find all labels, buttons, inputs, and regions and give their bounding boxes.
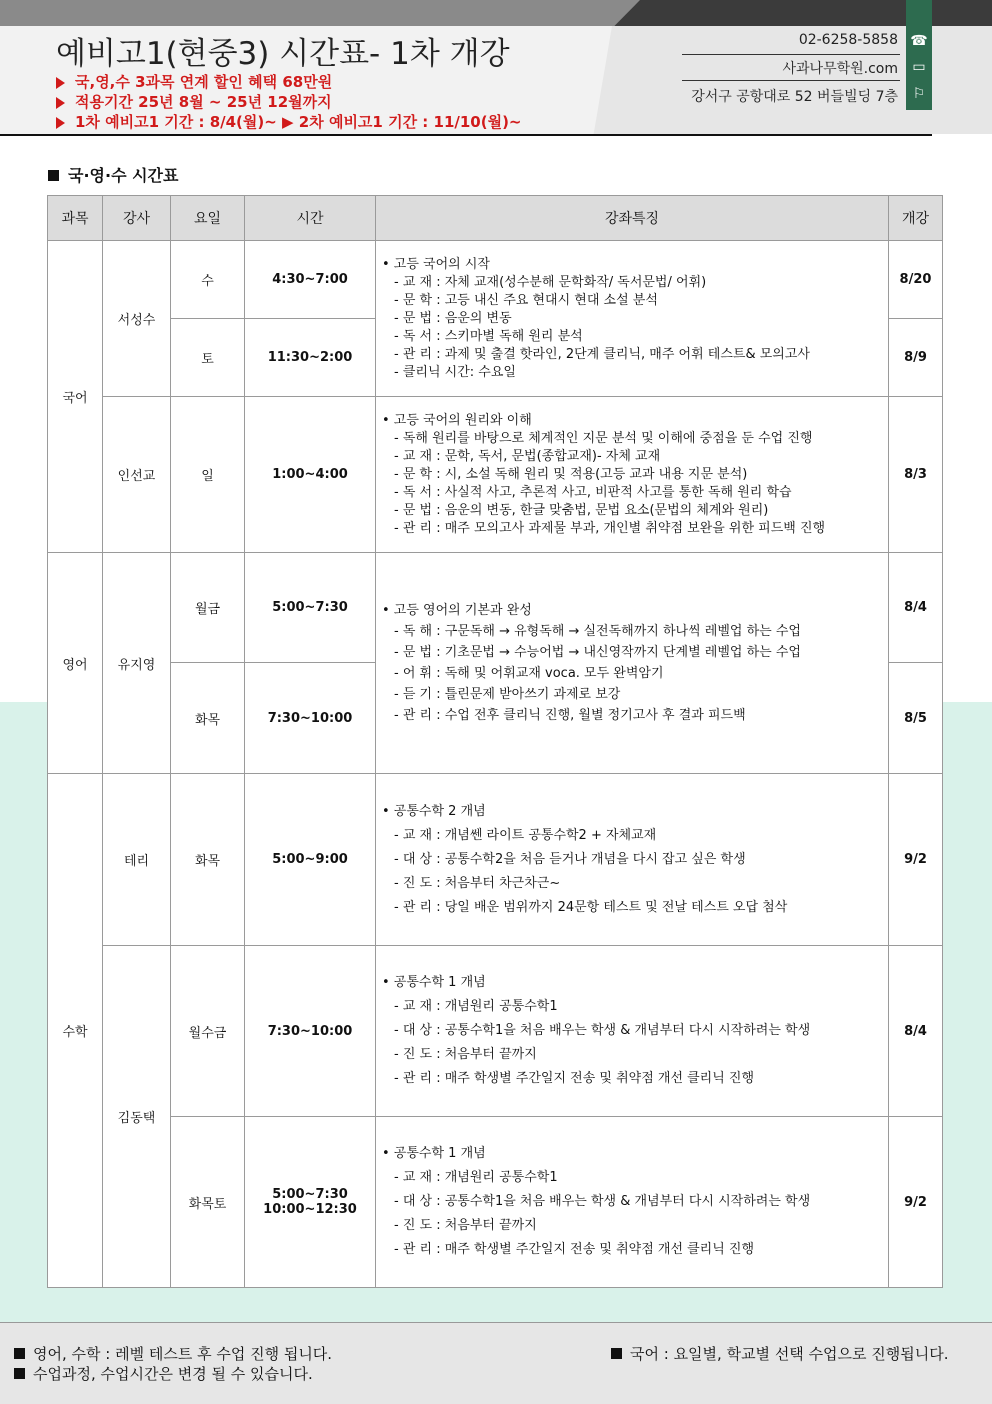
feature-cell: [376, 946, 889, 1117]
feature-line: - 진 도 : 처음부터 차근차근~: [394, 875, 561, 891]
feature-line: - 관 리 : 당일 배운 범위까지 24문항 테스트 및 전날 테스트 오답 첨삭: [394, 899, 788, 915]
feature-cell: [376, 397, 889, 553]
promo-bullet: 국,영,수 3과목 연계 할인 혜택 68만원: [56, 71, 332, 92]
header-day: 요일: [171, 196, 245, 241]
feature-line: - 독 서 : 스키마별 독해 원리 분석: [394, 328, 583, 344]
teacher-cell: 유지영: [103, 553, 171, 774]
header-subject: 과목: [48, 196, 103, 241]
feature-line: - 문 학 : 시, 소설 독해 원리 및 적용(고등 교과 내용 지문 분석): [394, 466, 748, 482]
feature-cell: [376, 241, 889, 397]
feature-line: - 클리닉 시간: 수요일: [394, 364, 516, 380]
subject-cell: 국어: [48, 241, 103, 553]
day-cell: 토: [171, 319, 245, 397]
contact-divider: [682, 54, 900, 55]
feature-cell: [376, 774, 889, 946]
feature-line: • 공통수학 1 개념: [382, 975, 486, 990]
open-date-cell: 8/5: [889, 663, 943, 774]
subject-cell: 수학: [48, 774, 103, 1288]
timetable: [47, 195, 943, 1288]
feature-line: • 공통수학 1 개념: [382, 1146, 486, 1161]
open-date-cell: 8/20: [889, 241, 943, 319]
time-cell: [245, 1117, 376, 1288]
square-bullet-icon: [48, 170, 59, 181]
promo-bullet: 1차 예비고1 기간 : 8/4(월)~ ▶ 2차 예비고1 기간 : 11/10(월)~: [56, 111, 522, 132]
day-cell: 화목: [171, 774, 245, 946]
feature-line: - 독 서 : 사실적 사고, 추론적 사고, 비판적 사고를 통한 독해 원리 학습: [394, 484, 792, 500]
feature-cell: [376, 1117, 889, 1288]
feature-line: - 독 해 : 구문독해 → 유형독해 → 실전독해까지 하나씩 레벨업 하는 수업: [394, 624, 801, 639]
header-open: 개강: [889, 196, 943, 241]
square-bullet-icon: [14, 1368, 25, 1379]
footer-note: 영어, 수학 : 레벨 테스트 후 수업 진행 됩니다.: [14, 1343, 332, 1364]
time-cell: 5:00~9:00: [245, 774, 376, 946]
feature-line: - 독해 원리를 바탕으로 체계적인 지문 분석 및 이해에 중점을 둔 수업 진행: [394, 430, 813, 446]
time-cell: 11:30~2:00: [245, 319, 376, 397]
table-row: [48, 774, 943, 946]
feature-line: - 관 리 : 매주 학생별 주간일지 전송 및 취약점 개선 클리닉 진행: [394, 1242, 755, 1257]
table-row: [48, 946, 943, 1117]
header-divider: [0, 134, 932, 136]
feature-line: • 고등 국어의 원리와 이해: [382, 412, 532, 428]
day-cell: 수: [171, 241, 245, 319]
day-cell: 화목토: [171, 1117, 245, 1288]
header-teacher: 강사: [103, 196, 171, 241]
header-top-bar: [612, 0, 992, 26]
feature-line: - 교 재 : 문학, 독서, 문법(종합교재)- 자체 교재: [394, 448, 661, 464]
table-row: [48, 241, 943, 319]
feature-line: • 고등 국어의 시작: [382, 256, 490, 272]
feature-line: - 관 리 : 매주 학생별 주간일지 전송 및 취약점 개선 클리닉 진행: [394, 1071, 755, 1086]
square-bullet-icon: [14, 1348, 25, 1359]
feature-line: - 대 상 : 공통수학1을 처음 배우는 학생 & 개념부터 다시 시작하려는 학생: [394, 1194, 811, 1209]
day-cell: 월수금: [171, 946, 245, 1117]
feature-line: - 교 재 : 자체 교재(성수분해 문학화작/ 독서문법/ 어휘): [394, 274, 707, 290]
day-cell: 화목: [171, 663, 245, 774]
open-date-cell: 8/4: [889, 946, 943, 1117]
open-date-cell: 8/4: [889, 553, 943, 663]
subject-cell: 영어: [48, 553, 103, 774]
open-date-cell: 8/3: [889, 397, 943, 553]
triangle-icon: [56, 117, 65, 129]
time-cell: 1:00~4:00: [245, 397, 376, 553]
triangle-icon: [56, 97, 65, 109]
table-header-row: [48, 196, 943, 241]
open-date-cell: 9/2: [889, 774, 943, 946]
feature-line: - 교 재 : 개념원리 공통수학1: [394, 999, 558, 1014]
feature-line: - 관 리 : 매주 모의고사 과제물 부과, 개인별 취약점 보완을 위한 피드백 진행: [394, 520, 826, 536]
day-cell: 월금: [171, 553, 245, 663]
phone-icon: ☎: [910, 33, 928, 49]
contact-address: 강서구 공항대로 52 버들빌딩 7층: [691, 89, 898, 105]
feature-line: - 관 리 : 과제 및 출결 핫라인, 2단계 클리닉, 매주 어휘 테스트& 모의고사: [394, 346, 810, 362]
contact-phone: 02-6258-5858: [798, 32, 898, 48]
contact-website[interactable]: 사과나무학원.com: [782, 61, 898, 77]
table-row: [48, 1117, 943, 1288]
teacher-cell: 인선교: [103, 397, 171, 553]
feature-line: • 고등 영어의 기본과 완성: [382, 603, 532, 618]
section-title: 국·영·수 시간표: [48, 163, 178, 186]
computer-icon: ▭: [912, 59, 926, 75]
header-time: 시간: [245, 196, 376, 241]
footer-note: 국어 : 요일별, 학교별 선택 수업으로 진행됩니다.: [611, 1343, 949, 1364]
feature-line: - 진 도 : 처음부터 끝까지: [394, 1218, 537, 1233]
feature-line: - 관 리 : 수업 전후 클리닉 진행, 월별 정기고사 후 결과 피드백: [394, 708, 746, 723]
teacher-cell: 테리: [103, 774, 171, 946]
day-cell: 일: [171, 397, 245, 553]
feature-line: - 진 도 : 처음부터 끝까지: [394, 1047, 537, 1062]
promo-bullet: 적용기간 25년 8월 ~ 25년 12월까지: [56, 91, 332, 112]
time-line: 5:00~7:30: [272, 1187, 348, 1202]
flag-icon: ⚐: [912, 86, 926, 102]
open-date-cell: 8/9: [889, 319, 943, 397]
time-cell: 7:30~10:00: [245, 663, 376, 774]
feature-line: - 듣 기 : 틀린문제 받아쓰기 과제로 보강: [394, 687, 621, 702]
feature-line: - 교 재 : 개념원리 공통수학1: [394, 1170, 558, 1185]
feature-cell: [376, 553, 889, 774]
feature-line: - 대 상 : 공통수학1을 처음 배우는 학생 & 개념부터 다시 시작하려는 학생: [394, 1023, 811, 1038]
triangle-icon: [56, 77, 65, 89]
time-cell: 7:30~10:00: [245, 946, 376, 1117]
time-line: 10:00~12:30: [263, 1202, 357, 1217]
time-cell: 4:30~7:00: [245, 241, 376, 319]
feature-line: - 문 법 : 음운의 변동: [394, 310, 512, 326]
feature-line: - 교 재 : 개념쎈 라이트 공통수학2 + 자체교재: [394, 827, 657, 843]
teacher-cell: 서성수: [103, 241, 171, 397]
time-cell: 5:00~7:30: [245, 553, 376, 663]
square-bullet-icon: [611, 1348, 622, 1359]
feature-line: - 문 법 : 음운의 변동, 한글 맞춤법, 문법 요소(문법의 체계와 원리): [394, 502, 769, 518]
table-row: [48, 397, 943, 553]
feature-line: - 문 법 : 기초문법 → 수능어법 → 내신영작까지 단계별 레벨업 하는 수업: [394, 645, 801, 660]
table-row: [48, 553, 943, 663]
page-title: 예비고1(현중3) 시간표- 1차 개강: [56, 36, 510, 72]
feature-line: - 문 학 : 고등 내신 주요 현대시 현대 소설 분석: [394, 292, 658, 308]
contact-divider: [682, 80, 900, 81]
footer-note: 수업과정, 수업시간은 변경 될 수 있습니다.: [14, 1363, 313, 1384]
open-date-cell: 9/2: [889, 1117, 943, 1288]
feature-line: • 공통수학 2 개념: [382, 803, 486, 819]
feature-line: - 대 상 : 공통수학2을 처음 듣거나 개념을 다시 잡고 싶은 학생: [394, 851, 746, 867]
teacher-cell: 김동택: [103, 946, 171, 1288]
header-top-slant: [0, 0, 640, 26]
header-feature: 강좌특징: [376, 196, 889, 241]
feature-line: - 어 휘 : 독해 및 어휘교재 voca. 모두 완벽암기: [394, 666, 664, 681]
